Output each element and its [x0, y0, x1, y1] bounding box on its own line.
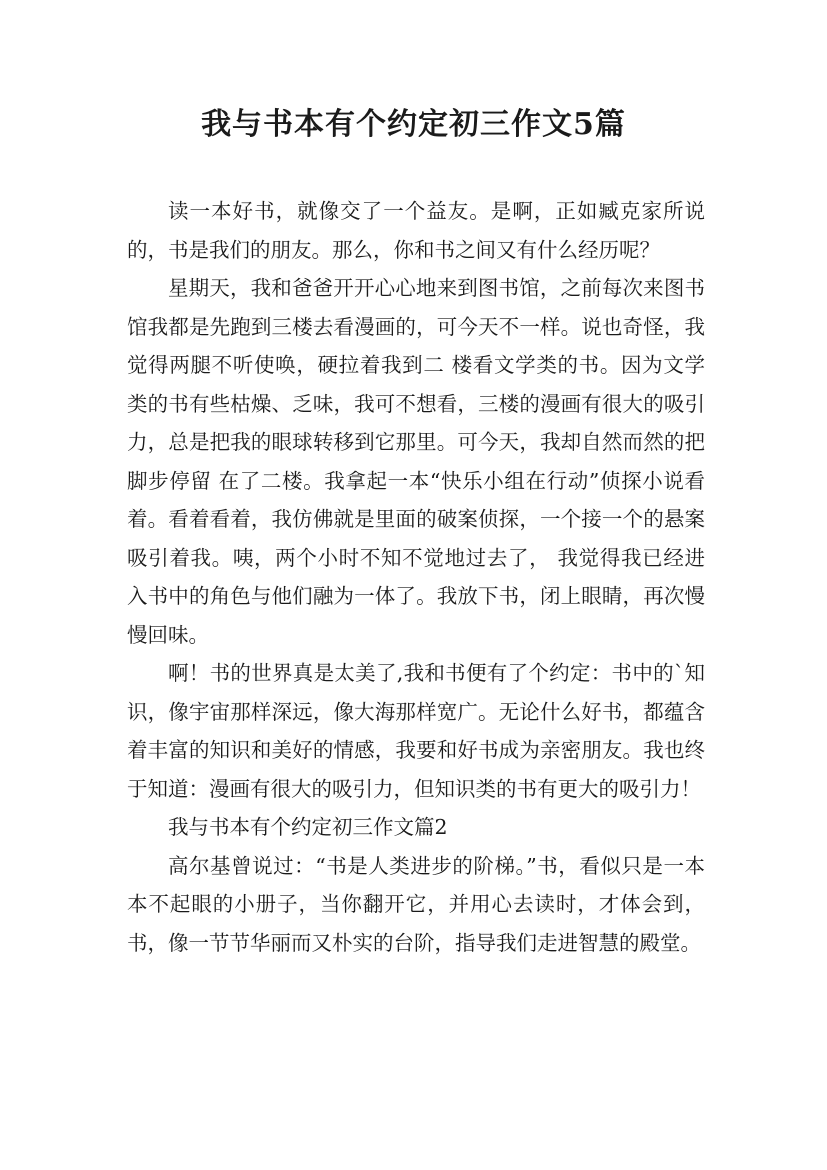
document-body — [127, 192, 705, 962]
paragraph-gorky-quote: 高尔基曾说过：“书是人类进步的阶梯。”书，看似只是一本本不起眼的小册子，当你翻开它，并用心去读时，才体会到，书，像一节节华丽而又朴实的台阶，指导我们走进智慧的殿堂。 — [127, 853, 705, 955]
section-heading-essay-2: 我与书本有个约定初三作文篇2 — [168, 815, 448, 839]
document-title: 我与书本有个约定初三作文5篇 — [201, 107, 626, 142]
paragraph-promise: 啊！书的世界真是太美了,我和书便有了个约定：书中的`知识，像宇宙那样深远，像大海那样宽广。无论什么好书，都蕴含着丰富的知识和美好的情感，我要和好书成为亲密朋友。我也终于知道：漫画有很大的吸引力，但知识类的书有更大的吸引力！ — [127, 661, 705, 801]
paragraph-library-visit: 星期天，我和爸爸开开心心地来到图书馆，之前每次来图书馆我都是先跑到三楼去看漫画的，可今天不一样。说也奇怪，我觉得两腿不听使唤，硬拉着我到二 楼看文学类的书。因为文学类的书有些枯燥、乏味，我可不想看，三楼的漫画有很大的吸引力，总是把我的眼球转移到它那里。可今天，我却自然而然的把脚步停留 在了二楼。我拿起一本“快乐小组在行动”侦探小说看着。看着看着，我仿佛就是里面的破案侦探，一个接一个的悬案吸引着我。咦，两个小时不知不觉地过去了， 我觉得我已经进入书中的角色与他们融为一体了。我放下书，闭上眼睛，再次慢慢回味。 — [127, 276, 705, 647]
paragraph-intro: 读一本好书，就像交了一个益友。是啊，正如臧克家所说的，书是我们的朋友。那么，你和书之间又有什么经历呢？ — [127, 199, 705, 262]
